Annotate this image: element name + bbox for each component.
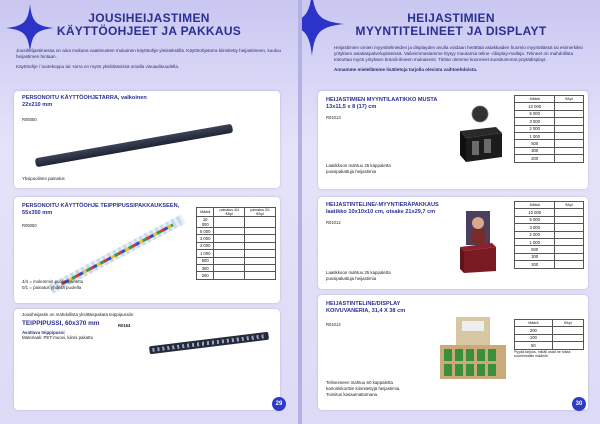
table-cell: 1 000 bbox=[197, 250, 214, 257]
product-note: Jousiheijastin on mahdollista yksittäispakata teippipussiin bbox=[22, 312, 134, 317]
table-header: painatus 4/4 €/kpl bbox=[214, 208, 245, 217]
product-card bbox=[318, 197, 588, 289]
product-title bbox=[22, 95, 147, 108]
product-title bbox=[326, 97, 437, 110]
table-note: Pyydä tarjous, mikäli ostat ne toista suurimmaille määrille. bbox=[514, 350, 571, 359]
table-cell: 5 000 bbox=[515, 110, 555, 117]
description-line: 4/4 = molemmin puolin painettu bbox=[22, 279, 84, 284]
product-sku: R0164 bbox=[118, 323, 131, 328]
product-card bbox=[14, 91, 280, 188]
table-cell: 2 000 bbox=[197, 242, 214, 249]
product-sku: R01012 bbox=[326, 220, 341, 225]
description-line: kartonkikorttiin kiinnitettyjä heijastimia. bbox=[326, 385, 401, 391]
table-cell: 50 bbox=[515, 342, 553, 349]
product-title-line: HEIJASTIMIEN MYYNTILAATIKKO MUSTA bbox=[326, 97, 438, 103]
product-size: 13x11,5 x 8 (17) cm bbox=[326, 103, 377, 110]
product-sku: R05050 bbox=[22, 223, 37, 228]
table-cell: 500 bbox=[515, 246, 555, 253]
product-title-line: HEIJASTINTELINE/-MYYNTIERÄPAKKAUS bbox=[326, 202, 439, 208]
table-cell: 300 bbox=[515, 253, 555, 260]
table-cell: 300 bbox=[197, 264, 214, 271]
table-cell: 5 000 bbox=[197, 228, 214, 235]
table-cell: 300 bbox=[515, 147, 555, 154]
table-cell: 3 000 bbox=[515, 118, 555, 125]
description-line: 0/1 = painatus yhdellä puolella bbox=[22, 284, 82, 290]
product-size: laatikko 10x10x10 cm, otsake 21x29,7 cm bbox=[326, 208, 436, 215]
table-header: Määrä bbox=[197, 208, 214, 217]
page-number: 30 bbox=[572, 397, 586, 411]
page-title bbox=[0, 12, 298, 38]
intro-paragraph: Heijastimien omien myyntitelineiden ja displayden avulla voidaan herättää asiakkaiden huomio myymälässä tai esimerkiksi yrityksen asiakaspalvelupisteissä. Vaikeimmastamme löytyy muutamia teline -/display-malleja. Telineet on mahdollista toteuttaa myös yrityksen brändi-ilmeen mukaisesti. Tähän olemme koonneet suosituimmat pöytädisplayt. bbox=[334, 45, 583, 63]
product-title-line: PERSONOITU KÄYTTÖOHJE TEIPPIPUSSIPAKKAUKSEEN, bbox=[22, 203, 180, 209]
table-cell: 2 000 bbox=[515, 125, 555, 132]
tape-bag-image bbox=[149, 332, 269, 355]
product-title bbox=[326, 301, 405, 314]
product-description bbox=[22, 279, 83, 291]
product-description bbox=[22, 330, 93, 340]
product-description bbox=[326, 380, 400, 397]
product-description bbox=[326, 163, 391, 175]
page-number: 29 bbox=[272, 397, 286, 411]
product-size: 22x210 mm bbox=[22, 101, 53, 108]
price-table bbox=[514, 201, 584, 269]
table-cell: 10 000 bbox=[515, 209, 555, 216]
table-header: €/kpl bbox=[555, 96, 584, 103]
table-header: €/kpl bbox=[555, 202, 584, 209]
table-cell: 1 000 bbox=[515, 238, 555, 245]
table-header: Määrä bbox=[515, 202, 555, 209]
table-cell: 200 bbox=[197, 272, 214, 279]
table-cell: 200 bbox=[515, 155, 555, 162]
page-title-line1: JOUSIHEIJASTIMEN bbox=[88, 11, 210, 25]
description-line: Laatikkoon mahtuu 25 kappaletta bbox=[326, 270, 391, 275]
intro-paragraph: Käyttöohje / tuotekoppu tai -tarra on myös yksilöitävissä omalla visuaalisuudella. bbox=[16, 64, 180, 70]
product-card bbox=[318, 91, 588, 189]
sales-stand-box-image bbox=[458, 211, 498, 273]
table-cell: 3 000 bbox=[197, 235, 214, 242]
product-card bbox=[14, 197, 280, 303]
table-cell: 10 000 bbox=[515, 103, 555, 110]
table-cell: 10 000 bbox=[197, 217, 214, 228]
black-sales-box-image bbox=[456, 105, 504, 163]
table-cell: 2 000 bbox=[515, 231, 555, 238]
plywood-display-image bbox=[438, 317, 508, 379]
product-sku: R05050 bbox=[22, 117, 37, 122]
price-table bbox=[514, 319, 584, 350]
product-sku: R01013 bbox=[326, 115, 341, 120]
product-size: KOIVUVANERIA, 31,4 X 38 cm bbox=[326, 307, 406, 314]
table-cell: 200 bbox=[515, 327, 553, 334]
table-cell: 3 000 bbox=[515, 224, 555, 231]
product-size: 55x350 mm bbox=[22, 209, 53, 216]
page-title-line2: KÄYTTÖOHJEET JA PAKKAUS bbox=[56, 24, 242, 38]
description-line: Laatikkoon mahtuu 25 kappaletta bbox=[326, 163, 391, 168]
table-header: Määrä bbox=[515, 96, 555, 103]
page-29 bbox=[0, 0, 298, 424]
description-line: pussipakattuja heijastimia bbox=[326, 168, 377, 174]
page-title-line1: HEIJASTIMIEN bbox=[407, 11, 495, 25]
intro-text bbox=[334, 45, 584, 73]
table-header: painatus 0/1 €/kpl bbox=[245, 208, 276, 217]
price-table bbox=[196, 207, 276, 280]
table-cell: 500 bbox=[197, 257, 214, 264]
description-line: Avattava teippipussi bbox=[22, 330, 65, 335]
table-cell: 1 000 bbox=[515, 132, 555, 139]
table-cell: 200 bbox=[515, 261, 555, 268]
description-line: Telineeseen mahtuu 60 kappaletta bbox=[326, 380, 393, 385]
intro-paragraph: Jousiheijastimessa on aina mukana vaatimusten mukainen käyttöohje yleistekstillä. Käyttöohjetarra kiinnitetty heijastimeen, kuuluu heijastimen hintaan. bbox=[16, 48, 282, 60]
product-title-line: PERSONOITU KÄYTTÖOHJETARRA, valkoinen bbox=[22, 95, 147, 101]
description-line: pussipakattuja heijastimia bbox=[326, 275, 377, 281]
page-30 bbox=[302, 0, 600, 424]
table-header: Määrä bbox=[515, 320, 553, 327]
table-cell: 500 bbox=[515, 140, 555, 147]
description-line: Materiaali: PET-muovi, kiinni pakattu bbox=[22, 335, 94, 341]
instruction-sticker-image bbox=[35, 124, 234, 168]
product-title: TEIPPIPUSSI, 60x370 mm bbox=[22, 320, 100, 327]
price-table bbox=[514, 95, 584, 163]
product-description: Yksipuolinen painatus bbox=[22, 176, 65, 181]
product-card bbox=[14, 309, 280, 410]
product-card bbox=[318, 295, 588, 410]
intro-text bbox=[16, 48, 286, 71]
table-header: €/kpl bbox=[552, 320, 583, 327]
table-cell: 100 bbox=[515, 334, 553, 341]
product-sku: R01014 bbox=[326, 322, 341, 327]
product-title bbox=[326, 202, 439, 215]
product-title-line: HEIJASTINTELINE/DISPLAY bbox=[326, 301, 401, 307]
page-title bbox=[302, 12, 600, 38]
product-description bbox=[326, 270, 391, 282]
page-title-line2: MYYNTITELINEET JA DISPLAYT bbox=[355, 24, 547, 38]
intro-paragraph: Annamme mielellämme lisätietoja tarjolla olevista vaihtoehdoista. bbox=[334, 66, 478, 72]
description-line: Toimitus kasaamattomana. bbox=[326, 391, 379, 397]
table-cell: 5 000 bbox=[515, 216, 555, 223]
product-title bbox=[22, 203, 179, 216]
